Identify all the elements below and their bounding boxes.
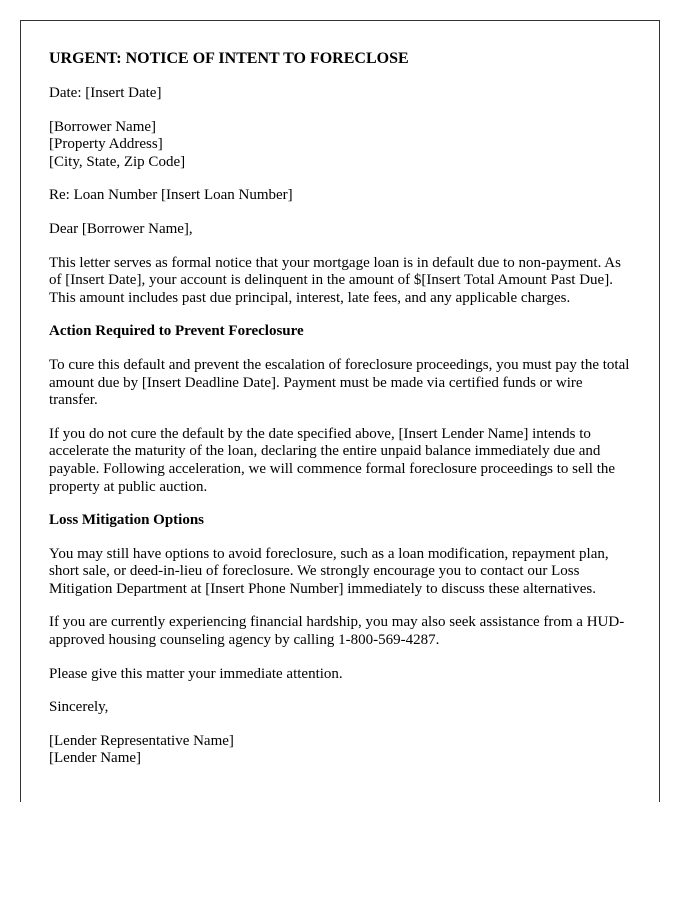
section-heading-loss-mitigation: Loss Mitigation Options [49, 512, 205, 529]
closing: Sincerely, [49, 699, 109, 716]
cure-paragraph: To cure this default and prevent the escalation of foreclosure proceedings, you must pay the total amount due by [Insert Deadline Date]. Payment must be made via certified funds or wire transfer. [49, 356, 630, 409]
signature-block [49, 733, 631, 768]
property-address: [Property Address] [49, 136, 163, 153]
closing-request: Please give this matter your immediate attention. [49, 665, 343, 682]
acceleration-paragraph: If you do not cure the default by the date specified above, [Insert Lender Name] intends to accelerate the maturity of the loan, declaring the entire unpaid balance immediately due and payable. Following acceleration, we will commence formal foreclosure proceedings to sell the property at public auction. [49, 425, 616, 495]
re-line: Re: Loan Number [Insert Loan Number] [49, 187, 293, 204]
date-line: Date: [Insert Date] [49, 85, 162, 101]
borrower-name: [Borrower Name] [49, 118, 157, 135]
lender-name: [Lender Name] [49, 750, 142, 767]
hud-paragraph: If you are currently experiencing financial hardship, you may also seek assistance from a HUD-approved housing counseling agency by calling 1-800-569-4287. [49, 614, 625, 649]
salutation: Dear [Borrower Name], [49, 220, 193, 237]
letter-title: URGENT: NOTICE OF INTENT TO FORECLOSE [49, 50, 409, 67]
intro-paragraph: This letter serves as formal notice that your mortgage loan is in default due to non-payment. As of [Insert Date], your account is delinquent in the amount of $[Insert Total Amount Past Due]. This amount includes past due principal, interest, late fees, and any applicable charges. [49, 254, 621, 306]
borrower-address [49, 119, 631, 172]
representative-name: [Lender Representative Name] [49, 732, 234, 749]
section-heading-action-required: Action Required to Prevent Foreclosure [49, 323, 304, 340]
options-paragraph: You may still have options to avoid foreclosure, such as a loan modification, repayment plan, short sale, or deed-in-lieu of foreclosure. We strongly encourage you to contact our Loss Mitigation Department at [Insert Phone Number] immediately to discuss these alternatives. [49, 545, 609, 597]
letter-page [20, 20, 660, 802]
letter-content [21, 21, 659, 768]
city-state-zip: [City, State, Zip Code] [49, 153, 186, 170]
